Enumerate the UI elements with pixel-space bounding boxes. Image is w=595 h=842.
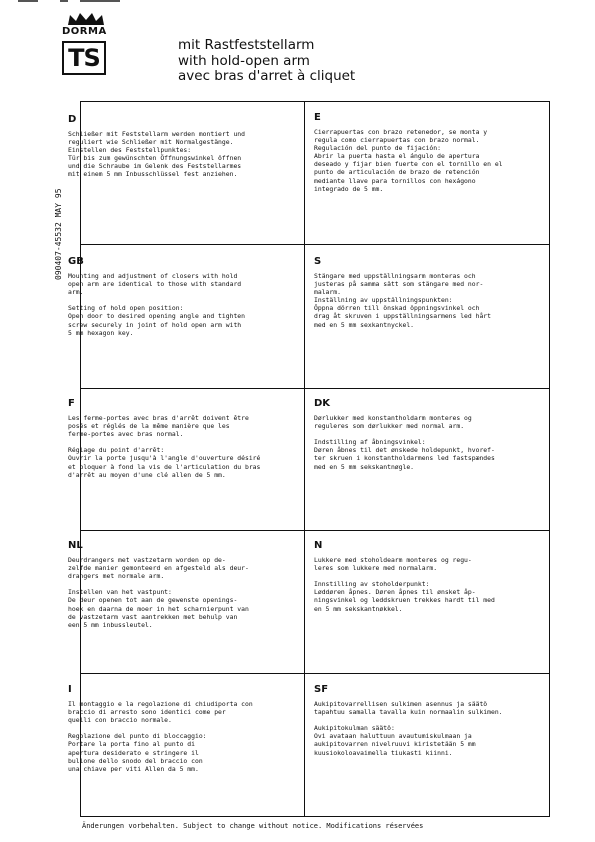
section-nl	[68, 540, 290, 629]
title-line-de: mit Rastfeststellarm	[178, 37, 315, 53]
section-es	[314, 112, 536, 193]
section-language-code: DK	[314, 398, 331, 409]
section-text: Lukkere med stoholdearm monteres og regu- leres som lukkere med normalarm. Innstilling av stoholderpunkt: Løddøren åpnes. Døren åpnes til ønsket åp- ningsvinkel og leddskruen trekkes hardt til med en 5 mm sekskantnøkkel.	[314, 556, 495, 613]
section-language-code: N	[314, 540, 323, 551]
ts-product-mark: TS	[62, 41, 106, 75]
section-text: Schließer mit Feststellarm werden montiert und reguliert wie Schließer mit Normalgestänge. Einstellen des Feststellpunktes: Tür bis zum gewünschten Öffnungswinkel öffnen und die Schraube im Gelenk des Feststellarmes mit einem 5 mm Inbusschlüssel fest anziehen.	[68, 130, 245, 179]
section-text: Cierrapuertas con brazo retenedor, se monta y regula como cierrapuertas con brazo normal. Regulación del punto de fijación: Abrir la puerta hasta el ángulo de apertura deseado y fijar bien fuerte con el tornillo en el punto de articulación de brazo de retención mediante llave para tornillos con hexágono integrado de 5 mm.	[314, 128, 503, 193]
section-language-code: I	[68, 684, 72, 695]
grid-row-divider	[80, 388, 550, 389]
brand-name: DORMA	[62, 26, 107, 37]
section-language-code: SF	[314, 684, 329, 695]
side-code-text: 090407-45532 MAY 95	[54, 188, 63, 280]
section-text: Il montaggio e la regolazione di chiudiporta con braccio di arresto sono identici come per quelli con braccio normale. Regolazione del punto di bloccaggio: Portare la porta fino al punto di apertura desiderato e stringere il bullone dello snodo del braccio con una chiave per viti Allen da 5 mm.	[68, 700, 253, 773]
section-language-code: S	[314, 256, 322, 267]
section-gb	[68, 256, 290, 337]
side-document-code	[54, 130, 68, 280]
section-text: Dørlukker med konstantholdarm monteres og reguleres som dørlukker med normal arm. Indstilling af åbningsvinkel: Døren åbnes til det ønskede holdepunkt, hvoref- ter skruen i konstantholdarmens led fastspændes med en 5 mm sekskantnøgle.	[314, 414, 495, 471]
section-text: Mounting and adjustment of closers with hold open arm are identical to those with standard arm. Setting of hold open position: Open door to desired opening angle and tighten screw securely in joint of hold open arm with 5 mm hexagon key.	[68, 272, 245, 337]
section-text: Stängare med uppställningsarm monteras och justeras på samma sätt som stängare med nor- malarm. Inställning av uppställningspunkten: Öppna dörren till önskad öppningsvinkel och drag åt skruven i uppställningsarmens led hårt med en 5 mm sexkantnyckel.	[314, 272, 491, 329]
document-title	[178, 38, 355, 85]
grid-row-divider	[80, 673, 550, 674]
footer-disclaimer: Änderungen vorbehalten. Subject to change without notice. Modifications réservées	[82, 822, 424, 830]
dorma-logo	[62, 12, 108, 75]
section-text: Les ferme-portes avec bras d'arrêt doivent être posés et réglés de la même manière que les ferme-portes avec bras normal. Réglage du point d'arrêt: Ouvrir la porte jusqu'à l'angle d'ouverture désiré et bloquer à fond la vis de l'articulation du bras d'arrêt au moyen d'une clé allen de 5 mm.	[68, 414, 261, 479]
grid-row-divider	[80, 530, 550, 531]
section-no	[314, 540, 536, 613]
title-line-fr: avec bras d'arret à cliquet	[178, 68, 356, 84]
section-dk	[314, 398, 536, 471]
section-language-code: E	[314, 112, 321, 123]
section-text: Deurdrangers met vastzetarm worden op de- zelfde manier gemonteerd en afgesteld als deur- drangers met normale arm. Instellen van het vastpunt: De deur openen tot aan de gewenste openings- hoek en daarna de moer in het scharnierpunt van de vastzetarm vast aantrekken met behulp van een 5 mm inbussleutel.	[68, 556, 249, 629]
grid-vertical-divider	[304, 101, 305, 817]
section-language-code: NL	[68, 540, 83, 551]
crown-icon	[66, 12, 106, 26]
section-se	[314, 256, 536, 329]
section-it	[68, 684, 290, 773]
section-language-code: F	[68, 398, 75, 409]
grid-row-divider	[80, 244, 550, 245]
section-language-code: GB	[68, 256, 84, 267]
title-line-en: with hold-open arm	[178, 52, 310, 69]
top-scan-line	[0, 0, 595, 6]
section-language-code: D	[68, 114, 77, 125]
section-fr	[68, 398, 290, 479]
section-fi	[314, 684, 536, 757]
section-text: Aukipitovarrellisen sulkimen asennus ja säätö tapahtuu samalla tavalla kuin normaalin sulkimen. Aukipitokulman säätö: Ovi avataan haluttuun avautumiskulmaan ja aukipitovarren nivelruuvi kiristetään 5 mm kuusiokoloavaimella tiukasti kiinni.	[314, 700, 503, 757]
section-de	[68, 114, 290, 179]
